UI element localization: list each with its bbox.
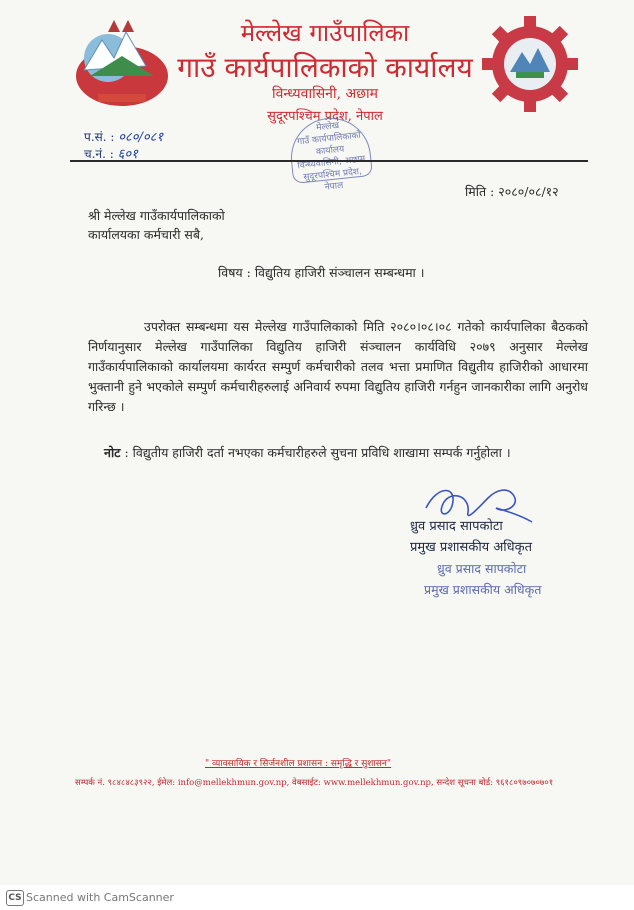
municipality-gear-logo-icon [480, 14, 580, 114]
note-text: : विद्युतीय हाजिरी दर्ता नभएका कर्मचारीहरुले सुचना प्रविधि शाखामा सम्पर्क गर्नुहोला । [120, 445, 511, 460]
letter-note [104, 444, 574, 461]
header-divider [70, 160, 588, 162]
cn-value: ६०१ [117, 147, 138, 162]
camscanner-logo-icon: CS [6, 890, 24, 906]
note-label: नोट [104, 445, 121, 460]
nepal-emblem-icon [68, 18, 176, 114]
signatory-name: ध्रुव प्रसाद सापकोटा [410, 519, 503, 534]
scanner-label: Scanned with CamScanner [26, 891, 174, 904]
stamp-line: कार्यालय [315, 144, 345, 158]
province-country: सुदूरपश्चिम प्रदेश, नेपाल [267, 109, 383, 124]
ps-value: ०८०/०८१ [118, 130, 164, 145]
signatory-title: प्रमुख प्रशासकीय अधिकृत [410, 540, 533, 555]
recipient-line-2: कार्यालयका कर्मचारी सबै, [88, 227, 204, 242]
office-location: विन्ध्यवासिनी, अछाम [272, 86, 378, 102]
recipient-line-1: श्री मेल्लेख गाउँकार्यपालिकाको [88, 208, 225, 223]
letter-body-paragraph: उपरोक्त सम्बन्धमा यस मेल्लेख गाउँपालिकाको मिति २०८०।०८।०८ गतेको कार्यपालिका बैठकको निर्णयानुसार मेल्लेख गाउँपालिका विद्युतिय हाजिरी संञ्चालन कार्यविधि २०७९ अनुसार मेल्लेख गाउँकार्यपालिकाको कार्यालयमा कार्यरत सम्पुर्ण कर्मचारीको तलव भत्ता प्रमाणित विद्युतीय हाजिरीको आधारमा भुक्तानी हुने भएकोले सम्पुर्ण कर्मचारीहरुलाई अनिवार्य रुपमा विद्युतिय हाजिरी गर्नहुन जानकारीका लागि अनुरोध गरिन्छ । [88, 319, 588, 414]
scanner-watermark-bar [0, 885, 634, 910]
seal-signatory-title: प्रमुख प्रशासकीय अधिकृत [424, 582, 542, 597]
cn-label: च.नं. : [84, 147, 114, 161]
ps-label: प.सं. : [84, 130, 115, 144]
letter-date: मिति : २०८०/०८/१२ [465, 184, 559, 199]
office-stamp [287, 114, 373, 193]
stamp-line: मेल्लेख [315, 120, 340, 134]
municipality-name: मेल्लेख गाउँपालिका [240, 19, 410, 47]
stamp-line: गाउँ कार्यपालिकाको [296, 130, 362, 148]
ref-patra-sankhya [84, 127, 163, 145]
office-slogan: " व्यावसायिक र सिर्जनशील प्रशासन : समृद्धि र सुशासन" [205, 759, 391, 769]
stamp-line: सुदूरपश्चिम प्रदेश, नेपाल [303, 166, 363, 193]
seal-signatory-name: ध्रुव प्रसाद सापकोटा [437, 561, 527, 576]
footer-contact: सम्पर्क नं. ९८४८४८३९२२, ईमेल: info@mellekhmun.gov.np, वेबसाईट: www.mellekhmun.gov.np, सन्देश सूचना बोर्ड: ९६१८०९७०७०७०१ [75, 778, 554, 788]
stamp-line: विन्ध्यवासिनी, अछाम [297, 154, 366, 172]
letter-subject: विषय : विद्युतिय हाजिरी संञ्चालन सम्बन्धमा । [218, 265, 425, 280]
office-name: गाउँ कार्यपालिकाको कार्यालय [177, 51, 473, 84]
